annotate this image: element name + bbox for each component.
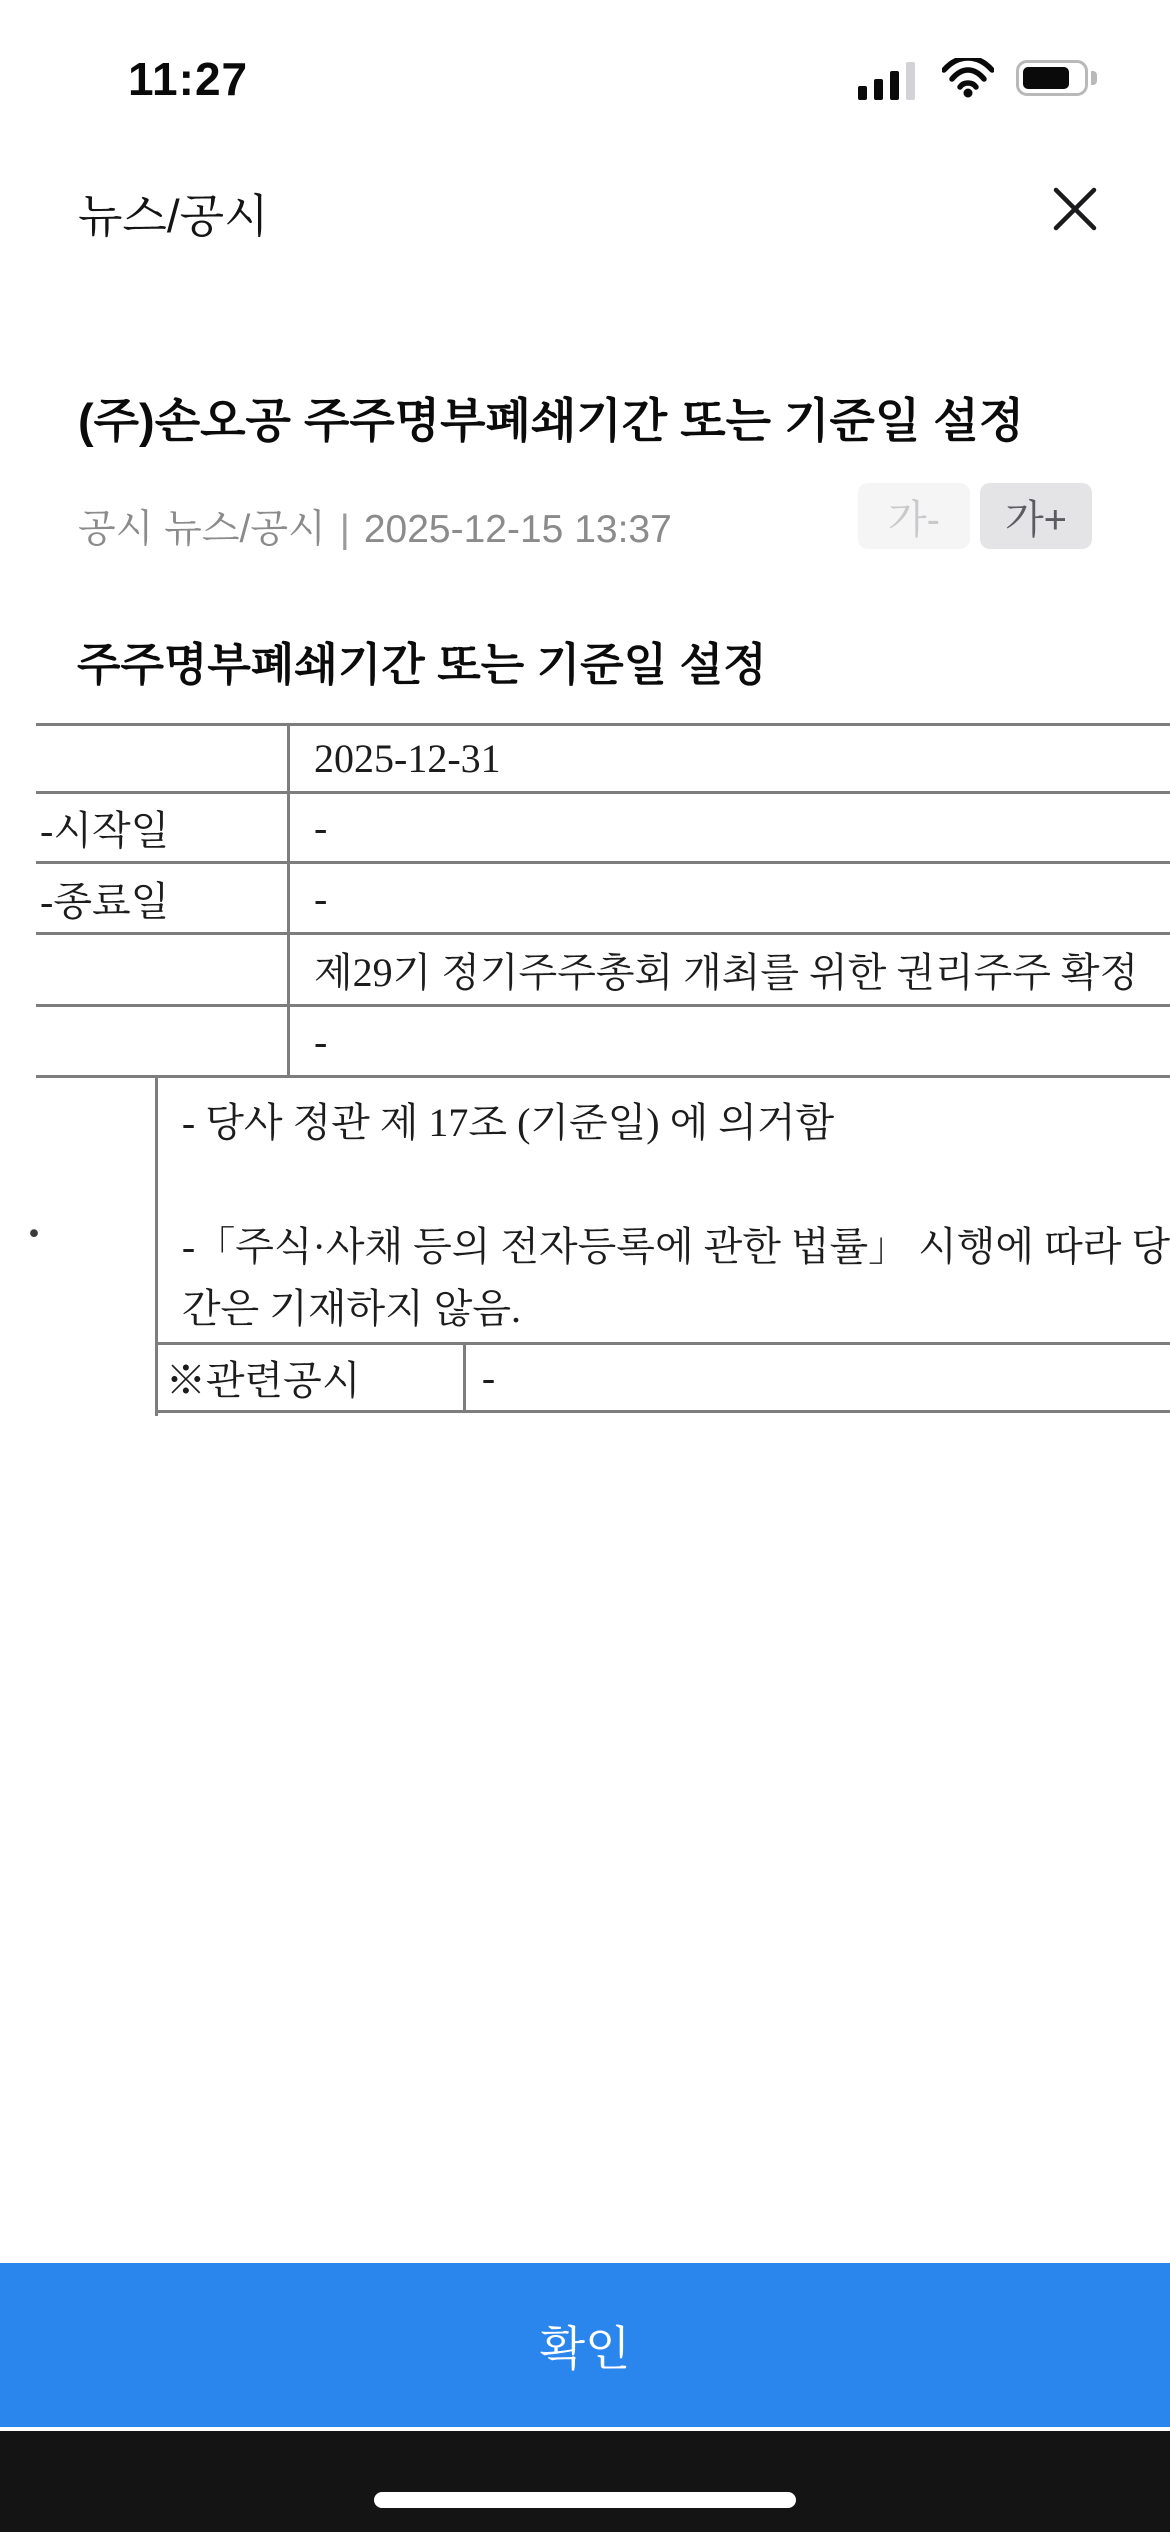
wifi-icon xyxy=(942,58,994,98)
font-decrease-button[interactable]: 가- xyxy=(858,483,970,549)
row-value: 2025-12-31 xyxy=(314,736,501,781)
note-blank-line xyxy=(182,1154,1170,1216)
close-icon xyxy=(1052,186,1098,232)
document-heading: 주주명부폐쇄기간 또는 기준일 설정 xyxy=(77,639,767,690)
battery-nub xyxy=(1091,71,1097,85)
note-line: 간은 기재하지 않음. xyxy=(181,1286,522,1331)
font-increase-button[interactable]: 가+ xyxy=(980,483,1092,549)
related-disclosure-label: ※관련공시 xyxy=(158,1345,466,1410)
note-line: -「주식·사채 등의 전자등록에 관한 법률」 시행에 따라 당 xyxy=(181,1224,1170,1269)
related-disclosure-value: - xyxy=(481,1355,496,1400)
row-label xyxy=(36,1007,290,1075)
row-label: -시작일 xyxy=(36,794,290,861)
row-value: - xyxy=(314,875,328,921)
bottom-system-bar xyxy=(0,2431,1170,2532)
truncated-label-fragment: · xyxy=(26,1207,43,1260)
article-category: 공시 뉴스/공시 xyxy=(78,508,326,551)
row-label: -종료일 xyxy=(36,864,290,932)
meta-separator: | xyxy=(339,508,350,551)
status-time: 11:27 xyxy=(128,53,249,105)
disclosure-table xyxy=(26,723,1170,1416)
close-button[interactable] xyxy=(1042,176,1108,242)
home-indicator[interactable] xyxy=(374,2492,796,2508)
table-row xyxy=(36,1007,1170,1078)
table-row xyxy=(36,864,1170,935)
row-value: - xyxy=(314,805,328,850)
signal-icon xyxy=(858,58,916,100)
confirm-button[interactable]: 확인 xyxy=(0,2263,1170,2427)
note-text xyxy=(158,1078,1170,1342)
article-title: (주)손오공 주주명부폐쇄기간 또는 기준일 설정 xyxy=(78,394,1025,447)
note-label-cell xyxy=(26,1078,158,1416)
table-row xyxy=(36,935,1170,1007)
table-row xyxy=(36,794,1170,864)
article-datetime: 2025-12-15 13:37 xyxy=(363,508,672,551)
row-value: - xyxy=(314,1018,328,1064)
article-meta xyxy=(78,498,672,554)
row-value: 제29기 정기주주총회 개최를 위한 권리주주 확정 xyxy=(314,950,1139,995)
row-label xyxy=(36,935,290,1004)
note-value-cell xyxy=(158,1078,1170,1416)
row-label xyxy=(36,726,290,791)
note-line: - 당사 정관 제 17조 (기준일) 에 의거함 xyxy=(181,1100,835,1145)
table-row xyxy=(36,726,1170,794)
battery-icon xyxy=(1016,60,1088,96)
page-title: 뉴스/공시 xyxy=(78,190,269,242)
related-disclosure-row xyxy=(158,1342,1170,1413)
table-note-row xyxy=(26,1078,1170,1416)
